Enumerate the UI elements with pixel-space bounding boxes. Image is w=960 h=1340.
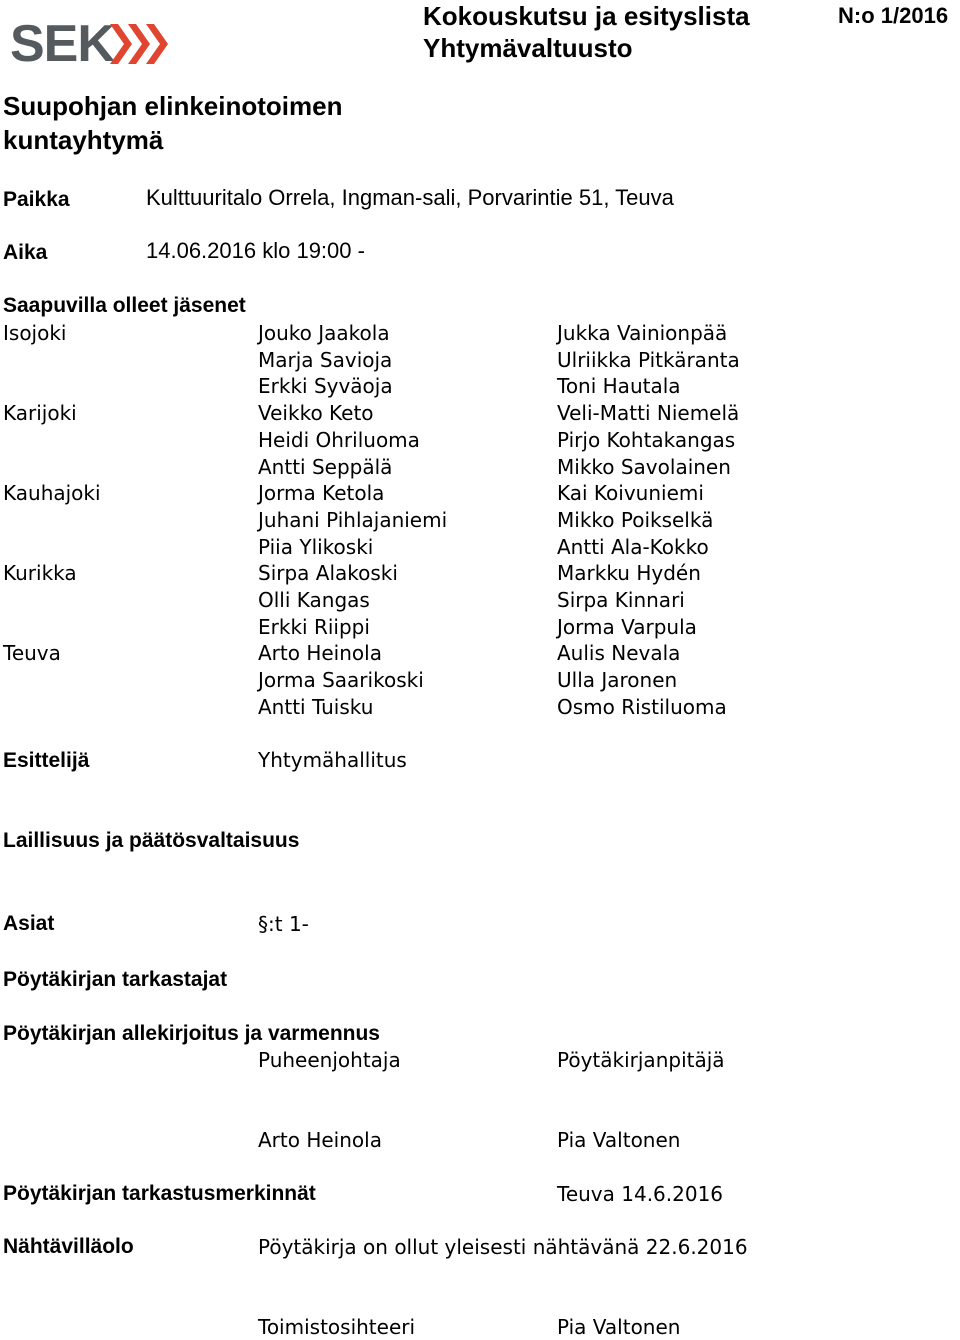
matters-label: Asiat (3, 912, 55, 935)
office-title: Toimistosihteeri (258, 1315, 416, 1339)
attendee-member: Marja Savioja (258, 348, 393, 372)
attendee-member: Erkki Riippi (258, 615, 370, 639)
document-title: Kokouskutsu ja esityslista (423, 1, 750, 31)
attendee-member: Jorma Saarikoski (258, 668, 424, 692)
attendee-municipality: Karijoki (3, 401, 77, 425)
document-number: N:o 1/2016 (838, 3, 949, 28)
attendee-member: Juhani Pihlajaniemi (258, 508, 448, 532)
attendee-member: Veikko Keto (258, 401, 374, 425)
attendee-deputy: Mikko Poikselkä (557, 508, 714, 532)
attendee-deputy: Jukka Vainionpää (557, 321, 728, 345)
attendees-heading: Saapuvilla olleet jäsenet (3, 294, 246, 317)
attendee-deputy: Ulriikka Pitkäranta (557, 348, 740, 372)
attendee-member: Jouko Jaakola (258, 321, 390, 345)
presenter-label: Esittelijä (3, 749, 90, 772)
matters-value: §:t 1- (258, 912, 309, 936)
attendee-deputy: Osmo Ristiluoma (557, 695, 727, 719)
display-label: Nähtävilläolo (3, 1235, 134, 1258)
attendee-deputy: Mikko Savolainen (557, 455, 731, 479)
reviewers-label: Pöytäkirjan tarkastajat (3, 968, 228, 991)
attendee-member: Piia Ylikoski (258, 535, 374, 559)
attendee-member: Antti Tuisku (258, 695, 374, 719)
attendee-deputy: Ulla Jaronen (557, 668, 678, 692)
review-notes-label: Pöytäkirjan tarkastusmerkinnät (3, 1182, 316, 1205)
logo-chevrons-icon (110, 20, 180, 68)
attendee-member: Arto Heinola (258, 641, 382, 665)
attendee-municipality: Kauhajoki (3, 481, 101, 505)
attendee-member: Antti Seppälä (258, 455, 393, 479)
place-value: Kulttuuritalo Orrela, Ingman-sali, Porvarintie 51, Teuva (146, 185, 674, 210)
organization-name-line2: kuntayhtymä (3, 125, 164, 155)
office-name: Pia Valtonen (557, 1315, 681, 1339)
attendee-member: Sirpa Alakoski (258, 561, 398, 585)
attendee-deputy: Kai Koivuniemi (557, 481, 704, 505)
legality-label: Laillisuus ja päätösvaltaisuus (3, 829, 300, 852)
attendee-member: Jorma Ketola (258, 481, 385, 505)
organization-name-line1: Suupohjan elinkeinotoimen (3, 91, 343, 121)
attendee-deputy: Antti Ala-Kokko (557, 535, 709, 559)
presenter-value: Yhtymähallitus (258, 748, 407, 772)
attendee-municipality: Isojoki (3, 321, 67, 345)
secretary-title: Pöytäkirjanpitäjä (557, 1048, 725, 1072)
attendee-member: Olli Kangas (258, 588, 370, 612)
chair-title: Puheenjohtaja (258, 1048, 401, 1072)
attendee-deputy: Aulis Nevala (557, 641, 681, 665)
attendee-deputy: Pirjo Kohtakangas (557, 428, 736, 452)
display-value: Pöytäkirja on ollut yleisesti nähtävänä 22.6.2016 (258, 1235, 748, 1259)
attendee-member: Heidi Ohriluoma (258, 428, 420, 452)
time-label: Aika (3, 241, 48, 264)
attendee-deputy: Veli-Matti Niemelä (557, 401, 740, 425)
secretary-name: Pia Valtonen (557, 1128, 681, 1152)
body-name: Yhtymävaltuusto (423, 33, 633, 63)
place-label: Paikka (3, 188, 70, 211)
attendee-member: Erkki Syväoja (258, 374, 393, 398)
review-notes-value: Teuva 14.6.2016 (557, 1182, 724, 1206)
chair-name: Arto Heinola (258, 1128, 382, 1152)
logo (10, 15, 180, 73)
time-value: 14.06.2016 klo 19:00 - (146, 238, 365, 263)
attendee-municipality: Kurikka (3, 561, 77, 585)
attendee-deputy: Jorma Varpula (557, 615, 697, 639)
logo-text: SEK (10, 15, 114, 73)
signature-label: Pöytäkirjan allekirjoitus ja varmennus (3, 1022, 380, 1045)
attendee-deputy: Markku Hydén (557, 561, 701, 585)
attendee-deputy: Toni Hautala (557, 374, 681, 398)
attendee-deputy: Sirpa Kinnari (557, 588, 685, 612)
attendee-municipality: Teuva (3, 641, 61, 665)
